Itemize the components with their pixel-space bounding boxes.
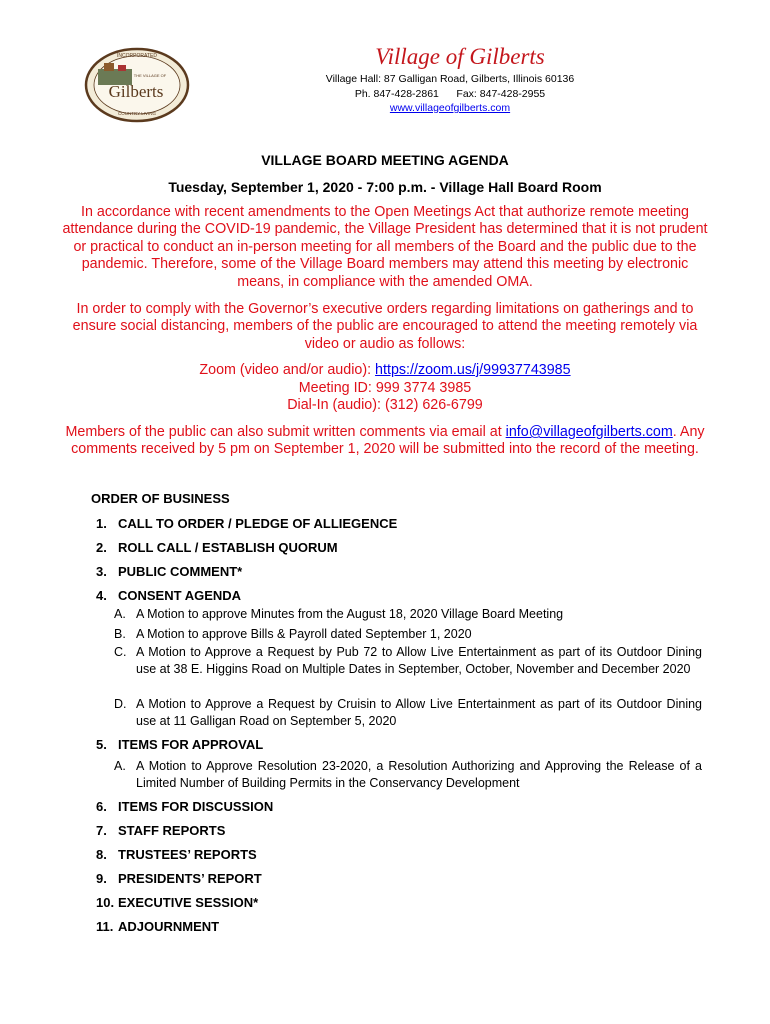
sub-text: A Motion to Approve Resolution 23-2020, a Resolution Authorizing and Approving the Release of a Limited Number of Building Permits in the Conservancy Development (136, 759, 702, 790)
item-number: 3. (96, 564, 107, 579)
agenda-item (96, 919, 219, 934)
agenda-item (96, 564, 242, 579)
item-number: 9. (96, 871, 107, 886)
item-number: 6. (96, 799, 107, 814)
fax-text: Fax: 847-428-2955 (456, 88, 546, 100)
logo-small-text: THE VILLAGE OF (133, 73, 167, 78)
sub-letter: B. (114, 627, 126, 641)
sub-letter: C. (114, 645, 127, 659)
logo-name: Gilberts (108, 82, 164, 101)
email-link[interactable]: info@villageofgilberts.com (505, 424, 673, 440)
zoom-link[interactable]: https://zoom.us/j/99937743985 (375, 362, 571, 378)
contact-line (300, 88, 600, 100)
agenda-item (96, 823, 225, 838)
zoom-line (60, 362, 710, 379)
agenda-heading: VILLAGE BOARD MEETING AGENDA (261, 152, 509, 168)
address-line: Village Hall: 87 Galligan Road, Gilberts, Illinois 60136 (325, 73, 575, 85)
sub-letter: A. (114, 759, 126, 773)
sub-text: A Motion to approve Minutes from the August 18, 2020 Village Board Meeting (136, 607, 564, 621)
consent-item (114, 696, 702, 730)
consent-item (114, 606, 702, 623)
website-link[interactable]: www.villageofgilberts.com (389, 102, 511, 114)
agenda-date: Tuesday, September 1, 2020 - 7:00 p.m. - Village Hall Board Room (168, 179, 602, 195)
sub-letter: A. (114, 607, 126, 621)
agenda-item (96, 588, 241, 603)
item-number: 10. (96, 895, 115, 910)
item-label: ITEMS FOR APPROVAL (118, 737, 264, 752)
sub-text: A Motion to Approve a Request by Cruisin to Allow Live Entertainment as part of its Outdoor Dining use at 11 Galligan Road on September 5, 2020 (136, 697, 702, 728)
item-label: EXECUTIVE SESSION* (118, 895, 259, 910)
item-label: ADJOURNMENT (118, 919, 220, 934)
sub-letter: D. (114, 697, 127, 711)
agenda-item (96, 799, 273, 814)
village-title: Village of Gilberts (375, 44, 545, 69)
item-label: STAFF REPORTS (118, 823, 226, 838)
item-label: TRUSTEES’ REPORTS (118, 847, 257, 862)
agenda-item (96, 540, 338, 555)
village-logo (84, 47, 190, 123)
notice-paragraph-1: In accordance with recent amendments to the Open Meetings Act that authorize remote meeting attendance during the COVID-19 pandemic, the Village President has determined that it is not prudent or practical to conduct an in-person meeting for all members of the Board and the public due to the pandemic. Therefore, some of the Village Board members may attend this meeting by electronic means, in compliance with the amended OMA. (62, 204, 708, 290)
item-label: PRESIDENTS’ REPORT (118, 871, 262, 886)
sub-text: A Motion to Approve a Request by Pub 72 to Allow Live Entertainment as part of its Outdoor Dining use at 38 E. Higgins Road on Multiple Dates in September, October, November and December 2020 (136, 645, 702, 676)
zoom-label: Zoom (video and/or audio): (199, 362, 376, 378)
approval-item (114, 758, 702, 792)
logo-ring-bottom: COUNTRY LIVING (117, 111, 157, 116)
order-of-business-title: ORDER OF BUSINESS (91, 491, 230, 506)
item-label: ITEMS FOR DISCUSSION (118, 799, 274, 814)
item-label: PUBLIC COMMENT* (118, 564, 243, 579)
agenda-item (96, 847, 257, 862)
comments-paragraph (60, 424, 710, 459)
item-number: 1. (96, 516, 107, 531)
item-label: CONSENT AGENDA (118, 588, 242, 603)
agenda-item (96, 871, 262, 886)
item-number: 4. (96, 588, 107, 603)
item-label: CALL TO ORDER / PLEDGE OF ALLIEGENCE (118, 516, 398, 531)
consent-item (114, 644, 702, 678)
agenda-item (96, 895, 258, 910)
meeting-id: Meeting ID: 999 3774 3985 (298, 380, 472, 396)
notice-paragraph-2: In order to comply with the Governor’s executive orders regarding limitations on gatherings and to ensure social distancing, members of the public are encouraged to attend the meeting remotely via video or audio as follows: (72, 301, 698, 352)
phone-text: Ph. 847-428-2861 (354, 88, 439, 100)
item-number: 2. (96, 540, 107, 555)
logo-ring-top: INCORPORATED (117, 53, 157, 59)
comments-pre: Members of the public can also submit written comments via email at (65, 424, 506, 440)
item-number: 7. (96, 823, 107, 838)
website-line (300, 102, 600, 114)
item-number: 8. (96, 847, 107, 862)
sub-text: A Motion to approve Bills & Payroll dated September 1, 2020 (136, 627, 472, 641)
comments-post: . Any comments received by 5 pm on September 1, 2020 will be submitted into the record of the meeting. (71, 424, 705, 458)
agenda-item (96, 737, 263, 752)
item-label: ROLL CALL / ESTABLISH QUORUM (118, 540, 338, 555)
item-number: 11. (96, 919, 114, 934)
dial-in: Dial-In (audio): (312) 626-6799 (287, 397, 483, 413)
consent-item (114, 626, 702, 643)
agenda-item (96, 516, 397, 531)
item-number: 5. (96, 737, 107, 752)
